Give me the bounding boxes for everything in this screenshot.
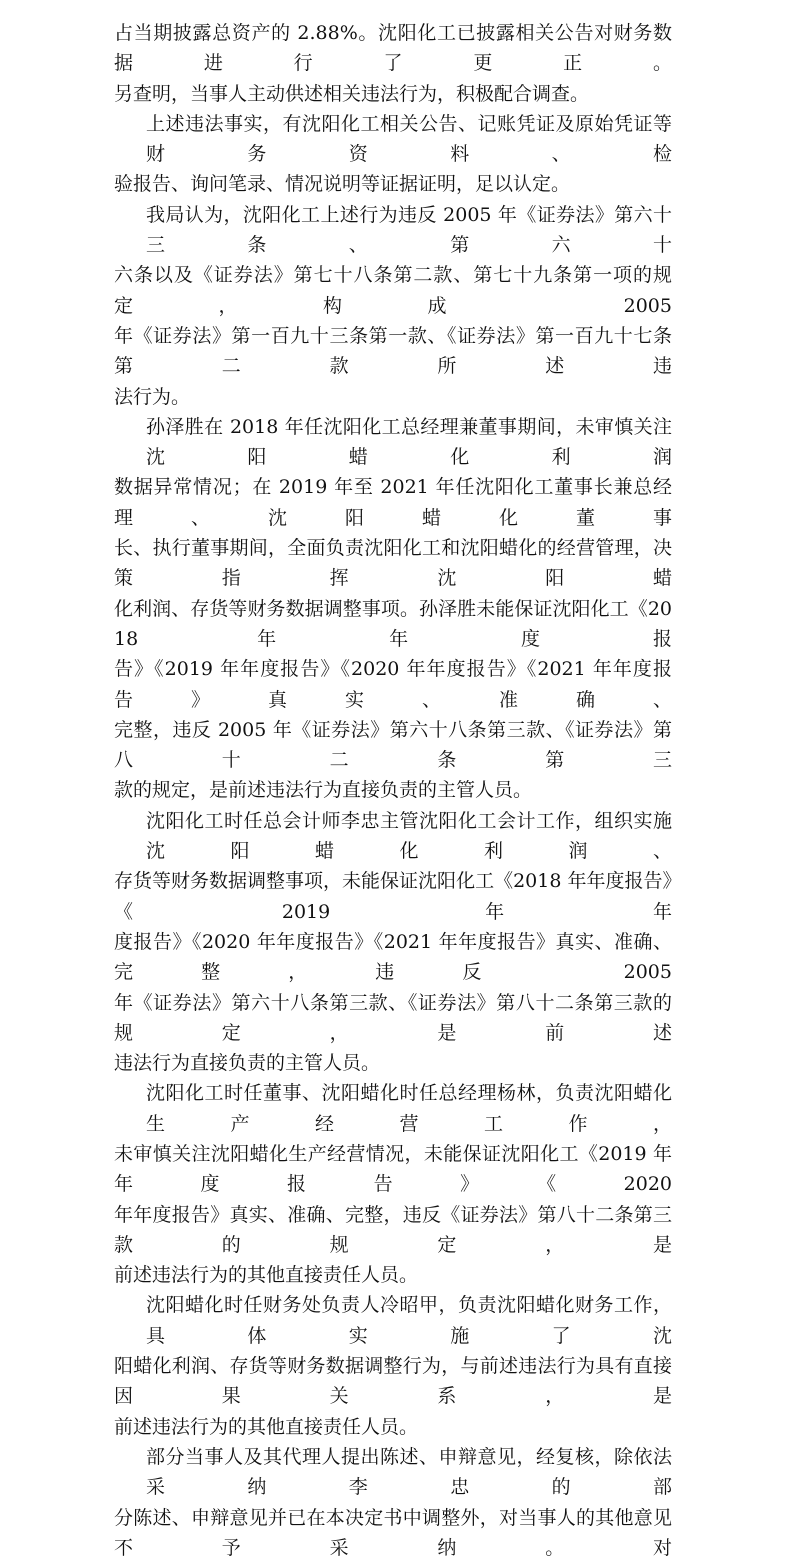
text-line: 度报告》《2020 年年度报告》《2021 年年度报告》真实、准确、完整，违反 2005 [114,930,672,984]
paragraph [114,1442,672,1563]
text-line: 告》《2019 年年度报告》《2020 年年度报告》《2021 年年度报告》真实、准确、 [114,658,672,711]
text-line: 法行为。 [114,385,191,408]
paragraph [114,1078,672,1290]
text-line: 年《证券法》第六十八条第三款、《证券法》第八十二条第三款的规定，是前述 [114,991,672,1044]
text-line: 款的规定，是前述违法行为直接负责的主管人员。 [114,779,533,802]
text-line: 前述违法行为的其他直接责任人员。 [114,1415,419,1438]
text-line: 沈阳蜡化时任财务处负责人冷昭甲，负责沈阳蜡化财务工作，具体实施了沈 [146,1294,672,1347]
text-line: 孙泽胜在 2018 年任沈阳化工总经理兼董事期间，未审慎关注沈阳蜡化利润 [146,415,672,469]
text-line: 违法行为直接负责的主管人员。 [114,1052,381,1075]
text-line: 沈阳化工时任总会计师李忠主管沈阳化工会计工作，组织实施沈阳蜡化利润、 [146,809,672,863]
text-line: 长、执行董事期间，全面负责沈阳化工和沈阳蜡化的经营管理，决策指挥沈阳蜡 [114,537,672,590]
paragraph [114,806,672,1079]
text-line: 另查明，当事人主动供述相关违法行为，积极配合调查。 [114,82,590,105]
text-line: 年《证券法》第一百九十三条第一款、《证券法》第一百九十七条第二款所述违 [114,324,672,378]
text-line: 数据异常情况；在 2019 年至 2021 年任沈阳化工董事长兼总经理、沈阳蜡化董事 [114,476,672,529]
paragraph [114,1290,672,1441]
text-line: 验报告、询问笔录、情况说明等证据证明，足以认定。 [114,173,571,196]
text-line: 前述违法行为的其他直接责任人员。 [114,1264,419,1287]
text-line: 部分当事人及其代理人提出陈述、申辩意见，经复核，除依法采纳李忠的部 [146,1445,672,1499]
paragraph [114,200,672,412]
text-line: 阳蜡化利润、存货等财务数据调整行为，与前述违法行为具有直接因果关系，是 [114,1355,672,1408]
text-line: 未审慎关注沈阳蜡化生产经营情况，未能保证沈阳化工《2019 年年度报告》《2020 [114,1142,672,1196]
paragraph [114,109,672,200]
text-line: 沈阳化工时任董事、沈阳蜡化时任总经理杨林，负责沈阳蜡化生产经营工作， [146,1082,672,1135]
text-line: 上述违法事实，有沈阳化工相关公告、记账凭证及原始凭证等财务资料、检 [146,112,672,166]
text-line: 分陈述、申辩意见并已在本决定书中调整外，对当事人的其他意见不予采纳。对 [114,1506,672,1559]
paragraph [114,18,672,109]
text-line: 占当期披露总资产的 2.88%。沈阳化工已披露相关公告对财务数据进行了更正。 [114,22,672,75]
text-line: 完整，违反 2005 年《证券法》第六十八条第三款、《证券法》第八十二条第三 [114,718,672,772]
text-line: 六条以及《证券法》第七十八条第二款、第七十九条第一项的规定，构成 2005 [114,264,672,317]
paragraph [114,412,672,806]
document-body [114,18,672,1563]
text-line: 存货等财务数据调整事项，未能保证沈阳化工《2018 年年度报告》《2019 年年 [114,870,672,923]
text-line: 我局认为，沈阳化工上述行为违反 2005 年《证券法》第六十三条、第六十 [146,203,672,257]
text-line: 年年度报告》真实、准确、完整，违反《证券法》第八十二条第三款的规定，是 [114,1203,672,1256]
text-line: 化利润、存货等财务数据调整事项。孙泽胜未能保证沈阳化工《2018 年年度报 [114,597,672,650]
